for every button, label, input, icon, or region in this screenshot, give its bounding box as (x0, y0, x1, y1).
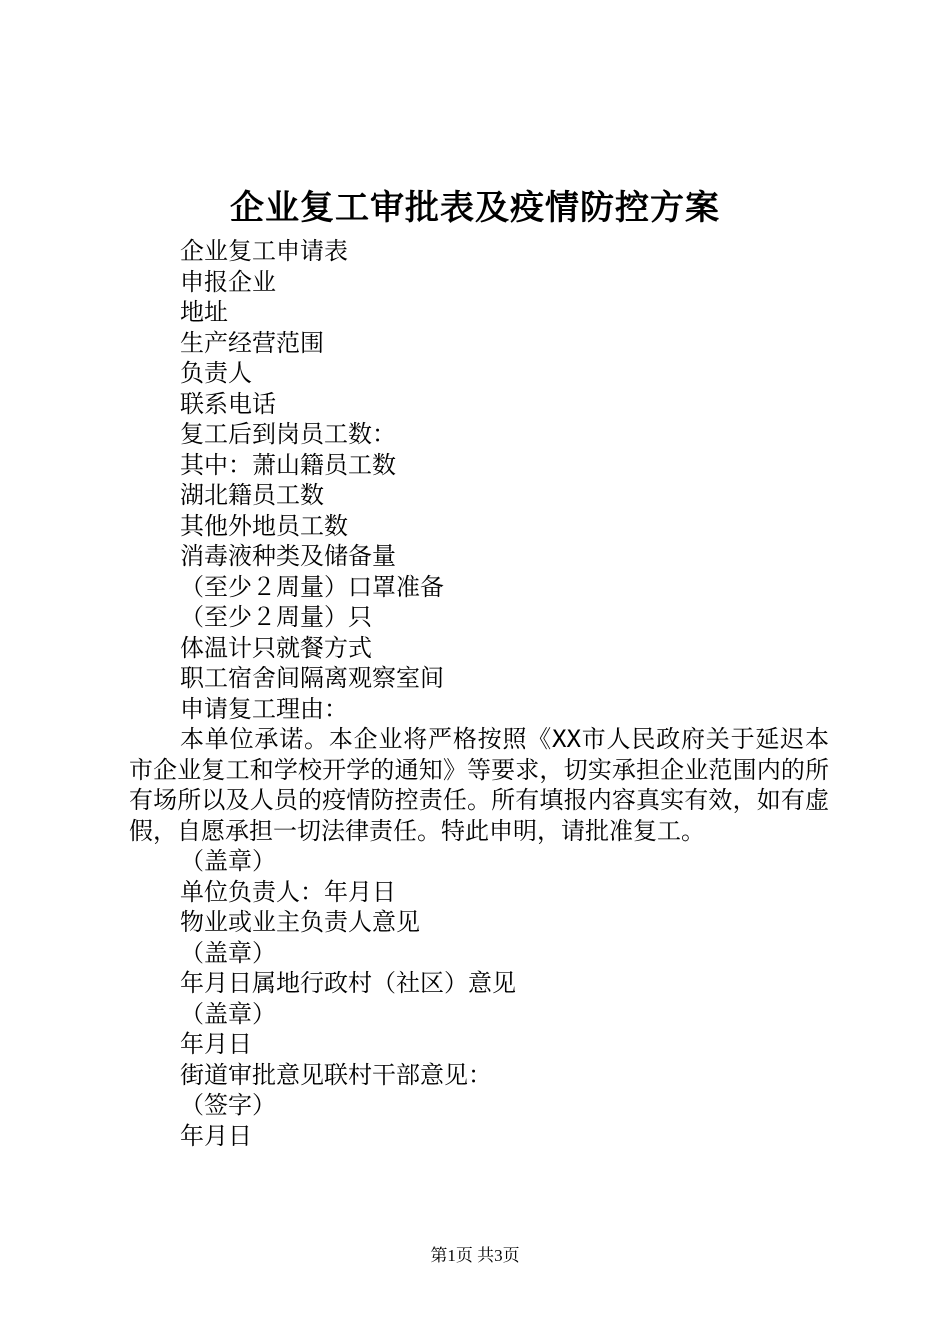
text-line: 复工后到岗员工数： (180, 420, 396, 448)
text-line: 申报企业 (180, 267, 276, 296)
page-footer: 第1页 共3页 (430, 1246, 520, 1265)
text-line: 街道审批意见联村干部意见： (180, 1060, 492, 1089)
text-line: 申请复工理由： (180, 694, 348, 723)
text-line: 湖北籍员工数 (180, 481, 324, 509)
text-line: 职工宿舍间隔离观察室间 (180, 664, 444, 692)
text-line: 年月日 (180, 1030, 252, 1058)
text-line: （签字） (180, 1091, 276, 1119)
text-line: 消毒液种类及储备量 (180, 542, 396, 570)
text-line: （至少２周量）口罩准备 (180, 572, 444, 601)
commitment-paragraph: 本单位承诺。本企业将严格按照《XX市人民政府关于延迟本市企业复工和学校开学的通知》等要求，切实承担企业范围内的所有场所以及人员的疫情防控责任。所有填报内容真实有效，如有虚假，自愿承担一切法律责任。特此申明，请批准复工。 (129, 725, 829, 845)
text-line: （盖章） (180, 847, 276, 875)
text-line: 生产经营范围 (180, 328, 324, 357)
text-line: 体温计只就餐方式 (180, 633, 372, 662)
text-line: （至少２周量）只 (180, 603, 372, 631)
text-line: （盖章） (180, 938, 276, 967)
text-line: 年月日属地行政村（社区）意见 (180, 969, 516, 997)
text-line: 负责人 (180, 359, 252, 387)
text-line: 其他外地员工数 (180, 511, 348, 540)
text-line: 年月日 (180, 1121, 252, 1150)
text-line: 物业或业主负责人意见 (180, 908, 420, 936)
text-line: 其中：萧山籍员工数 (180, 450, 396, 479)
text-line: （盖章） (180, 999, 276, 1028)
document-body (129, 236, 829, 1151)
document-title: 企业复工审批表及疫情防控方案 (230, 188, 720, 228)
text-line: 单位负责人：年月日 (180, 877, 396, 906)
text-line: 地址 (180, 298, 228, 326)
text-line: 企业复工申请表 (180, 237, 348, 265)
text-line: 联系电话 (180, 389, 276, 418)
